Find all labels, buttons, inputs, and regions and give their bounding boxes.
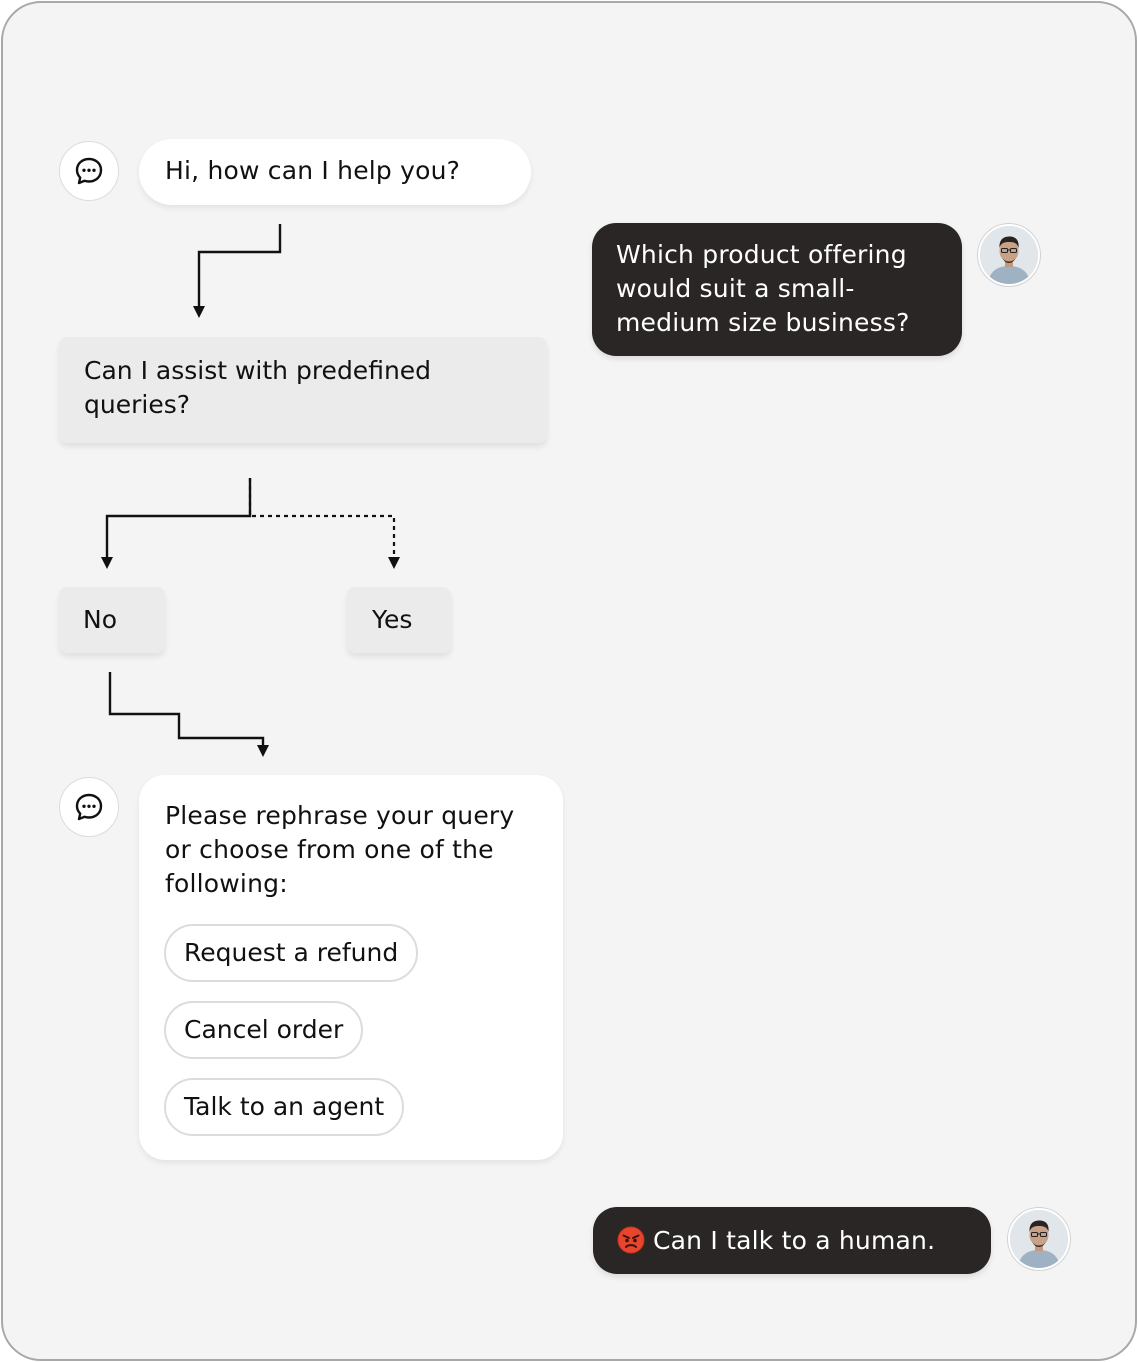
predefined-query-node	[59, 337, 547, 443]
option-cancel-order[interactable]: Cancel order	[164, 1001, 363, 1059]
user-avatar-2	[1008, 1208, 1070, 1270]
user-question-bubble	[592, 223, 962, 356]
greeting-bubble	[139, 139, 531, 205]
bot-avatar	[59, 141, 119, 201]
user-followup-text: Can I talk to a human.	[653, 1225, 936, 1255]
connector-greeting-to-predefined	[199, 224, 280, 312]
greeting-text: Hi, how can I help you?	[165, 156, 461, 185]
connector-predefined-to-no	[107, 478, 250, 563]
person-icon	[1010, 1210, 1068, 1268]
rephrase-text: Please rephrase your query or choose from one of the following:	[165, 801, 515, 898]
branch-yes-node	[347, 587, 451, 653]
user-question-text: Which product offering would suit a small-medium size business?	[616, 240, 910, 337]
chat-bubble-icon	[73, 155, 105, 187]
option-request-refund[interactable]: Request a refund	[164, 924, 418, 982]
chat-bubble-icon	[73, 791, 105, 823]
branch-no-text: No	[83, 605, 117, 634]
predefined-query-text: Can I assist with predefined queries?	[84, 356, 432, 419]
person-icon	[980, 226, 1038, 284]
connector-predefined-to-yes	[250, 478, 394, 563]
bot-avatar-2	[59, 777, 119, 837]
rephrase-bubble	[139, 775, 563, 1160]
connector-no-to-rephrase	[110, 672, 263, 751]
angry-face-icon	[617, 1226, 645, 1254]
branch-no-node	[59, 587, 165, 653]
option-talk-to-agent[interactable]: Talk to an agent	[164, 1078, 404, 1136]
user-avatar	[978, 224, 1040, 286]
user-followup-bubble	[593, 1207, 991, 1274]
branch-yes-text: Yes	[372, 605, 413, 634]
